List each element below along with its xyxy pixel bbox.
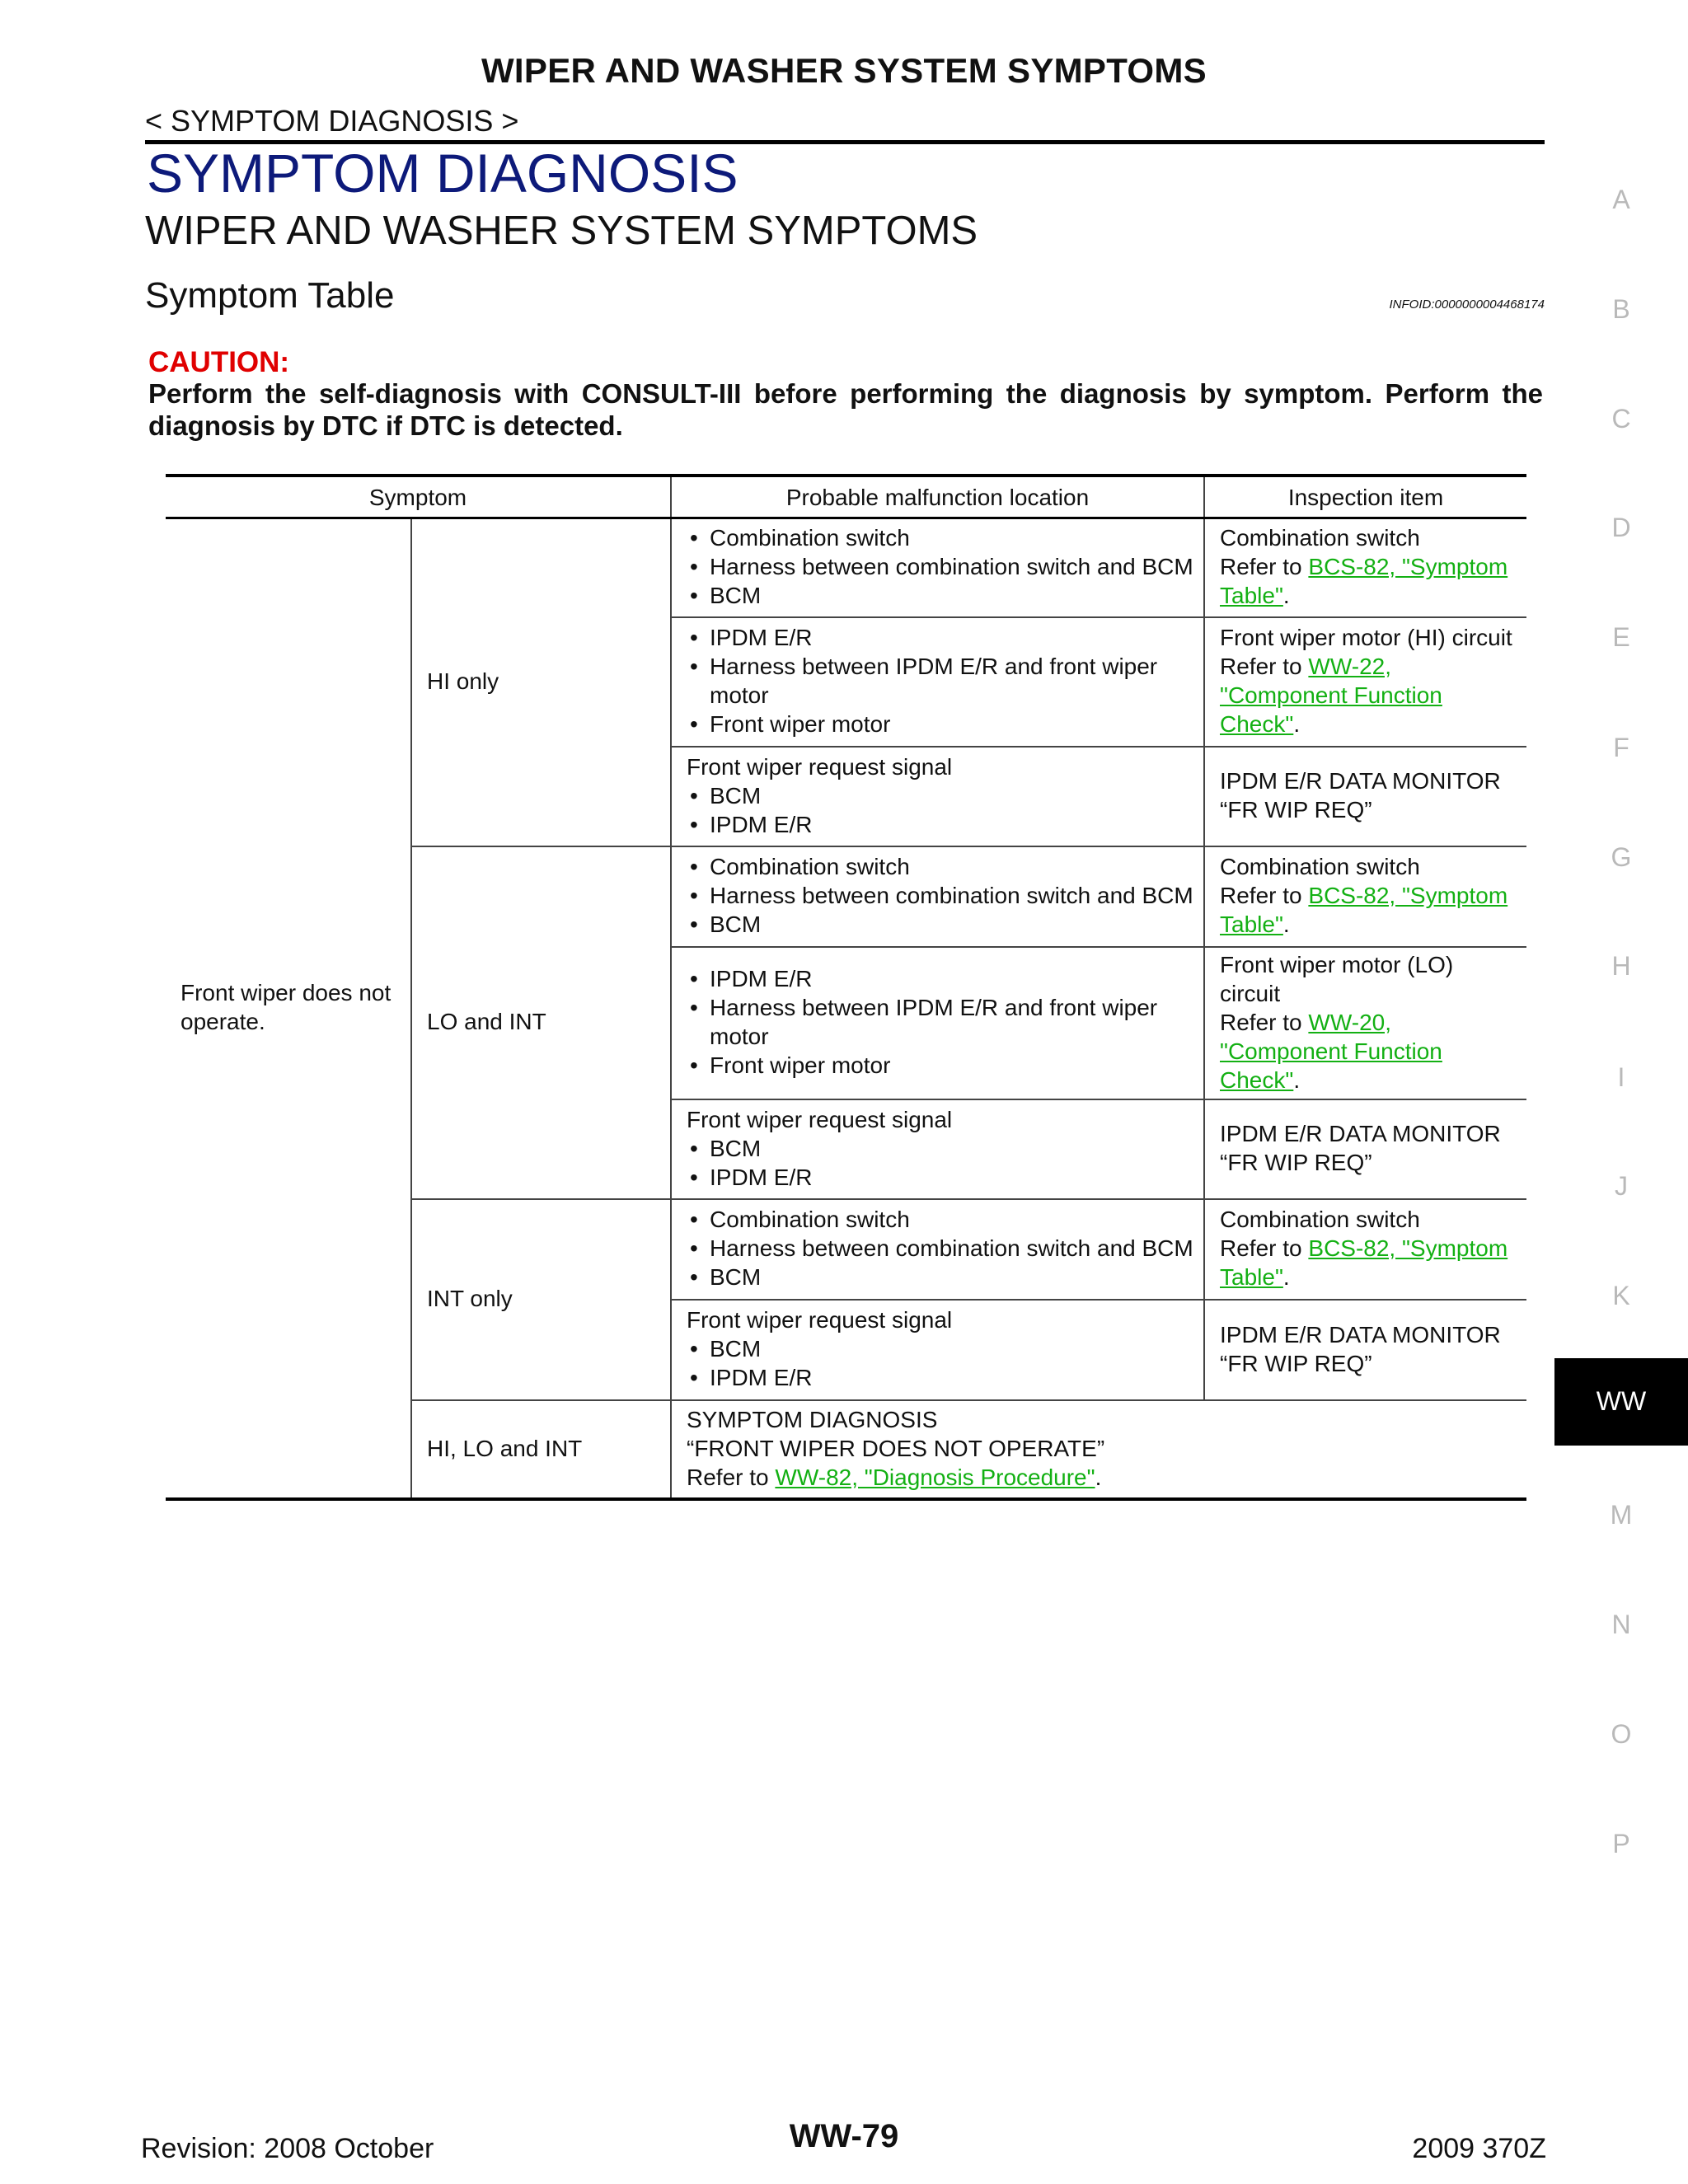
breadcrumb: < SYMPTOM DIAGNOSIS > <box>145 104 519 138</box>
footer-page-number: WW-79 <box>789 2118 899 2154</box>
inspection-title: Combination switch <box>1220 854 1420 879</box>
list-item: • IPDM E/R <box>687 1163 1197 1192</box>
inspection-title: Combination switch <box>1220 525 1420 551</box>
location-cell <box>671 1300 1204 1400</box>
inspection-title: Combination switch <box>1220 1207 1420 1232</box>
list-item: • Harness between IPDM E/R and front wiper motor <box>687 652 1197 710</box>
section-title: SYMPTOM DIAGNOSIS <box>147 143 738 204</box>
side-tab-i[interactable]: I <box>1617 1062 1625 1092</box>
side-tab-a[interactable]: A <box>1612 185 1630 214</box>
inspection-cell <box>1204 518 1526 617</box>
bcs-82-link[interactable]: BCS-82, "Symptom Table" <box>1220 1235 1508 1290</box>
list-item: • IPDM E/R <box>687 623 1197 652</box>
request-signal-title: Front wiper request signal <box>687 1106 953 1132</box>
ww-82-link[interactable]: WW-82, "Diagnosis Procedure" <box>775 1464 1095 1490</box>
side-tab-n[interactable]: N <box>1611 1610 1631 1639</box>
table-header-row <box>166 476 1526 518</box>
table-row <box>166 518 1526 617</box>
mode-cell-hi: HI only <box>411 518 671 846</box>
side-tab-p[interactable]: P <box>1612 1829 1630 1858</box>
side-tab-ww[interactable]: WW <box>1596 1386 1647 1416</box>
refer-end: . <box>1282 1264 1290 1290</box>
list-item: • Harness between combination switch and BCM <box>687 1234 1197 1263</box>
refer-text: Refer to <box>1220 1009 1309 1035</box>
inspection-cell <box>1204 947 1526 1099</box>
diagnosis-cell <box>671 1400 1526 1499</box>
list-item: • Harness between combination switch and BCM <box>687 881 1197 910</box>
list-item: • Combination switch <box>687 1205 1197 1234</box>
symptom-table <box>166 474 1526 1501</box>
symptom-line: operate. <box>181 1009 265 1035</box>
location-cell <box>671 846 1204 947</box>
ww-20-link[interactable]: WW-20, "Component Function Check" <box>1220 1009 1442 1093</box>
refer-text: Refer to <box>1220 654 1309 679</box>
list-item: • BCM <box>687 581 1197 610</box>
header-symptom: Symptom <box>166 476 671 518</box>
list-item: • BCM <box>687 1134 1197 1163</box>
bcs-82-link[interactable]: BCS-82, "Symptom Table" <box>1220 883 1508 937</box>
inspection-title: Front wiper motor (HI) circuit <box>1220 625 1512 650</box>
monitor-line: IPDM E/R DATA MONITOR <box>1220 768 1501 794</box>
location-cell <box>671 518 1204 617</box>
mode-cell-int: INT only <box>411 1199 671 1400</box>
side-tab-f[interactable]: F <box>1613 733 1629 762</box>
monitor-line: “FR WIP REQ” <box>1220 1350 1372 1376</box>
running-title: WIPER AND WASHER SYSTEM SYMPTOMS <box>481 51 1207 90</box>
list-item: • Combination switch <box>687 852 1197 881</box>
footer-model: 2009 370Z <box>1412 2133 1546 2164</box>
mode-cell-lo: LO and INT <box>411 846 671 1199</box>
monitor-line: IPDM E/R DATA MONITOR <box>1220 1321 1501 1347</box>
footer-revision: Revision: 2008 October <box>141 2133 434 2164</box>
mode-cell-all: HI, LO and INT <box>411 1400 671 1499</box>
caution-text: Perform the self-diagnosis with CONSULT-III before performing the diagnosis by symptom. Perform the diagnosis by DTC if DTC is detected. <box>148 378 1543 441</box>
header-malfunction-location: Probable malfunction location <box>671 476 1204 518</box>
inspection-cell <box>1204 1199 1526 1300</box>
location-cell <box>671 1199 1204 1300</box>
side-tab-d[interactable]: D <box>1611 513 1631 542</box>
list-item: • IPDM E/R <box>687 964 1197 993</box>
refer-text: Refer to <box>1220 1235 1309 1261</box>
list-item: • Harness between IPDM E/R and front wiper motor <box>687 993 1197 1051</box>
side-tab-b[interactable]: B <box>1612 294 1630 324</box>
list-item: • IPDM E/R <box>687 810 1197 839</box>
list-item: • BCM <box>687 910 1197 939</box>
refer-text: Refer to <box>1220 554 1309 580</box>
list-item: • BCM <box>687 781 1197 810</box>
location-cell <box>671 1099 1204 1199</box>
side-tab-c[interactable]: C <box>1611 404 1631 434</box>
refer-end: . <box>1095 1464 1102 1490</box>
inspection-cell <box>1204 1099 1526 1199</box>
refer-text: Refer to <box>687 1464 776 1490</box>
side-tab-h[interactable]: H <box>1611 951 1631 981</box>
list-item: • BCM <box>687 1263 1197 1291</box>
list-item: • BCM <box>687 1334 1197 1363</box>
list-item: • IPDM E/R <box>687 1363 1197 1392</box>
location-cell <box>671 947 1204 1099</box>
inspection-cell <box>1204 1300 1526 1400</box>
bcs-82-link[interactable]: BCS-82, "Symptom Table" <box>1220 554 1508 609</box>
ww-22-link[interactable]: WW-22, "Component Function Check" <box>1220 654 1442 737</box>
inspection-cell <box>1204 846 1526 947</box>
inspection-cell <box>1204 747 1526 846</box>
refer-text: Refer to <box>1220 883 1309 908</box>
request-signal-title: Front wiper request signal <box>687 1307 953 1333</box>
caution-label: CAUTION: <box>148 346 290 378</box>
location-cell <box>671 617 1204 747</box>
header-inspection-item: Inspection item <box>1204 476 1526 518</box>
sub-title: WIPER AND WASHER SYSTEM SYMPTOMS <box>145 209 978 253</box>
list-item: • Combination switch <box>687 523 1197 552</box>
inspection-cell <box>1204 617 1526 747</box>
symptom-cell <box>166 518 411 1499</box>
info-id: INFOID:0000000004468174 <box>1389 298 1545 312</box>
symptom-line: Front wiper does not <box>181 980 392 1006</box>
side-tab-e[interactable]: E <box>1612 622 1630 652</box>
refer-end: . <box>1293 1066 1301 1093</box>
side-tab-j[interactable]: J <box>1615 1171 1628 1201</box>
monitor-line: IPDM E/R DATA MONITOR <box>1220 1121 1501 1146</box>
request-signal-title: Front wiper request signal <box>687 753 953 780</box>
list-item: • Harness between combination switch and BCM <box>687 552 1197 581</box>
table-heading: Symptom Table <box>145 275 395 316</box>
location-cell <box>671 747 1204 846</box>
inspection-title: Front wiper motor (LO) circuit <box>1220 951 1454 1006</box>
refer-end: . <box>1293 711 1301 737</box>
refer-end: . <box>1282 583 1290 609</box>
refer-end: . <box>1282 912 1290 937</box>
side-tab-m[interactable]: M <box>1610 1500 1633 1530</box>
diagnosis-line: SYMPTOM DIAGNOSIS <box>687 1406 938 1432</box>
monitor-line: “FR WIP REQ” <box>1220 797 1372 823</box>
side-tab-o[interactable]: O <box>1611 1719 1632 1749</box>
list-item: • Front wiper motor <box>687 1051 1197 1080</box>
side-tab-k[interactable]: K <box>1612 1281 1630 1310</box>
side-tab-g[interactable]: G <box>1611 842 1632 872</box>
monitor-line: “FR WIP REQ” <box>1220 1150 1372 1175</box>
list-item: • Front wiper motor <box>687 710 1197 738</box>
diagnosis-line: “FRONT WIPER DOES NOT OPERATE” <box>687 1435 1105 1461</box>
